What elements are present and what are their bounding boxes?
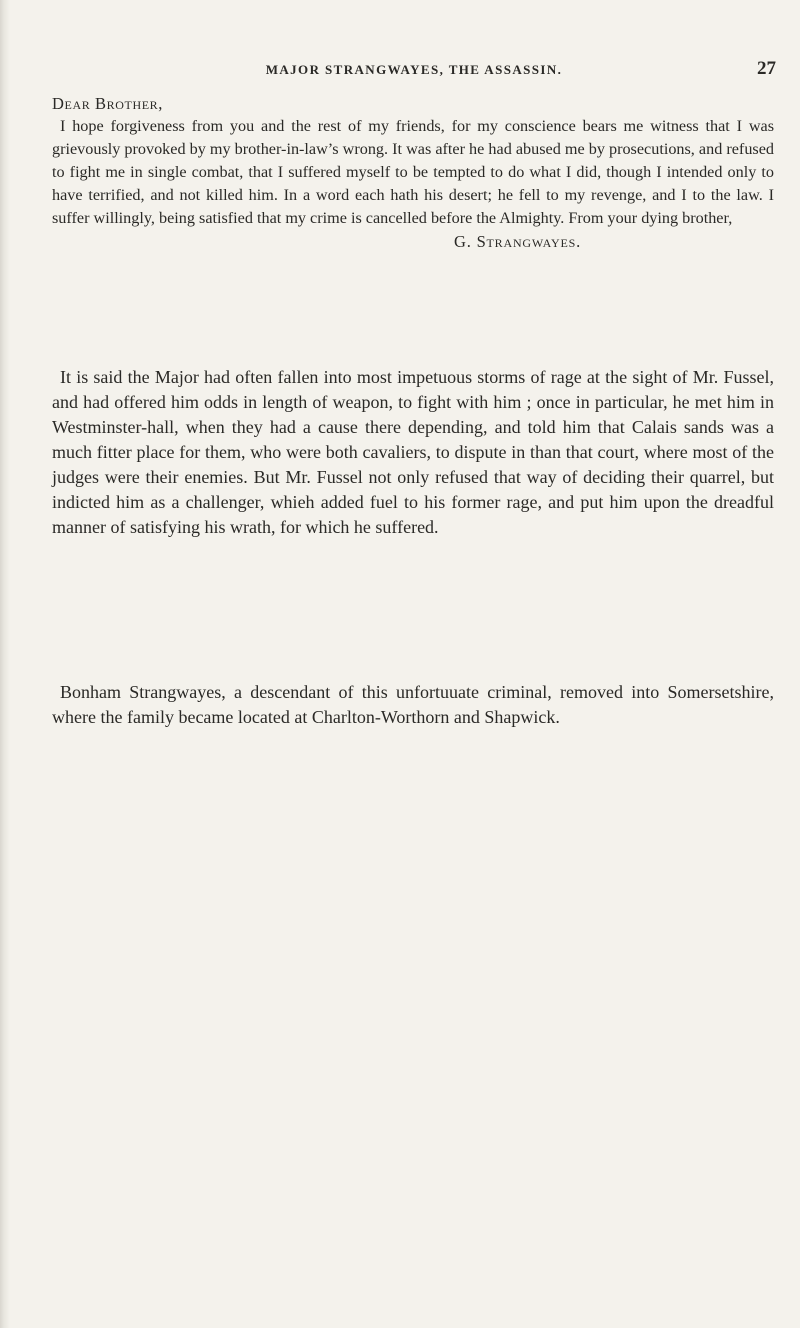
letter-salutation: Dear Brother, (52, 94, 163, 113)
body-paragraph: It is said the Major had often fallen into most impetuous storms of rage at the sight of Mr. Fussel, and had offered him odds in length of weapon, to fight with him ; once in particular, he met him in Westminster-hall, when they had a cause there depending, and told him that Calais sands was a much fitter place for them, who were both cavaliers, to dispute in than that court, where most of the judges were their enemies. But Mr. Fussel not only refused that way of deciding their quarrel, but indicted him as a challenger, whieh added fuel to his former rage, and put him upon the dreadful manner of satisfying his wrath, for which he suffered. (52, 367, 774, 537)
page-edge-shadow (0, 0, 10, 1328)
page-header (52, 60, 776, 84)
body-paragraph: Bonham Strangwayes, a descendant of this unfortuuate criminal, removed into Somersetshire, where the family became located at Charlton-Worthorn and Shapwick. (52, 682, 774, 727)
letter-signature: G. Strangwayes. (454, 232, 582, 251)
letter-body: I hope forgiveness from you and the rest of my friends, for my conscience bears me witness that I was grievously provoked by my brother-in-law’s wrong. It was after he had abused me by prosecutions, and refused to fight me in single combat, that I suffered myself to be tempted to do what I did, though I intended only to have terrified, and not killed him. In a word each hath his desert; he fell to my revenge, and I to the law. I suffer willingly, being satisfied that my crime is cancelled before the Almighty. From your dying brother, (52, 117, 774, 227)
page-number: 27 (757, 58, 776, 79)
letter-block (52, 92, 774, 253)
running-head: MAJOR STRANGWAYES, THE ASSASSIN. (265, 62, 563, 77)
